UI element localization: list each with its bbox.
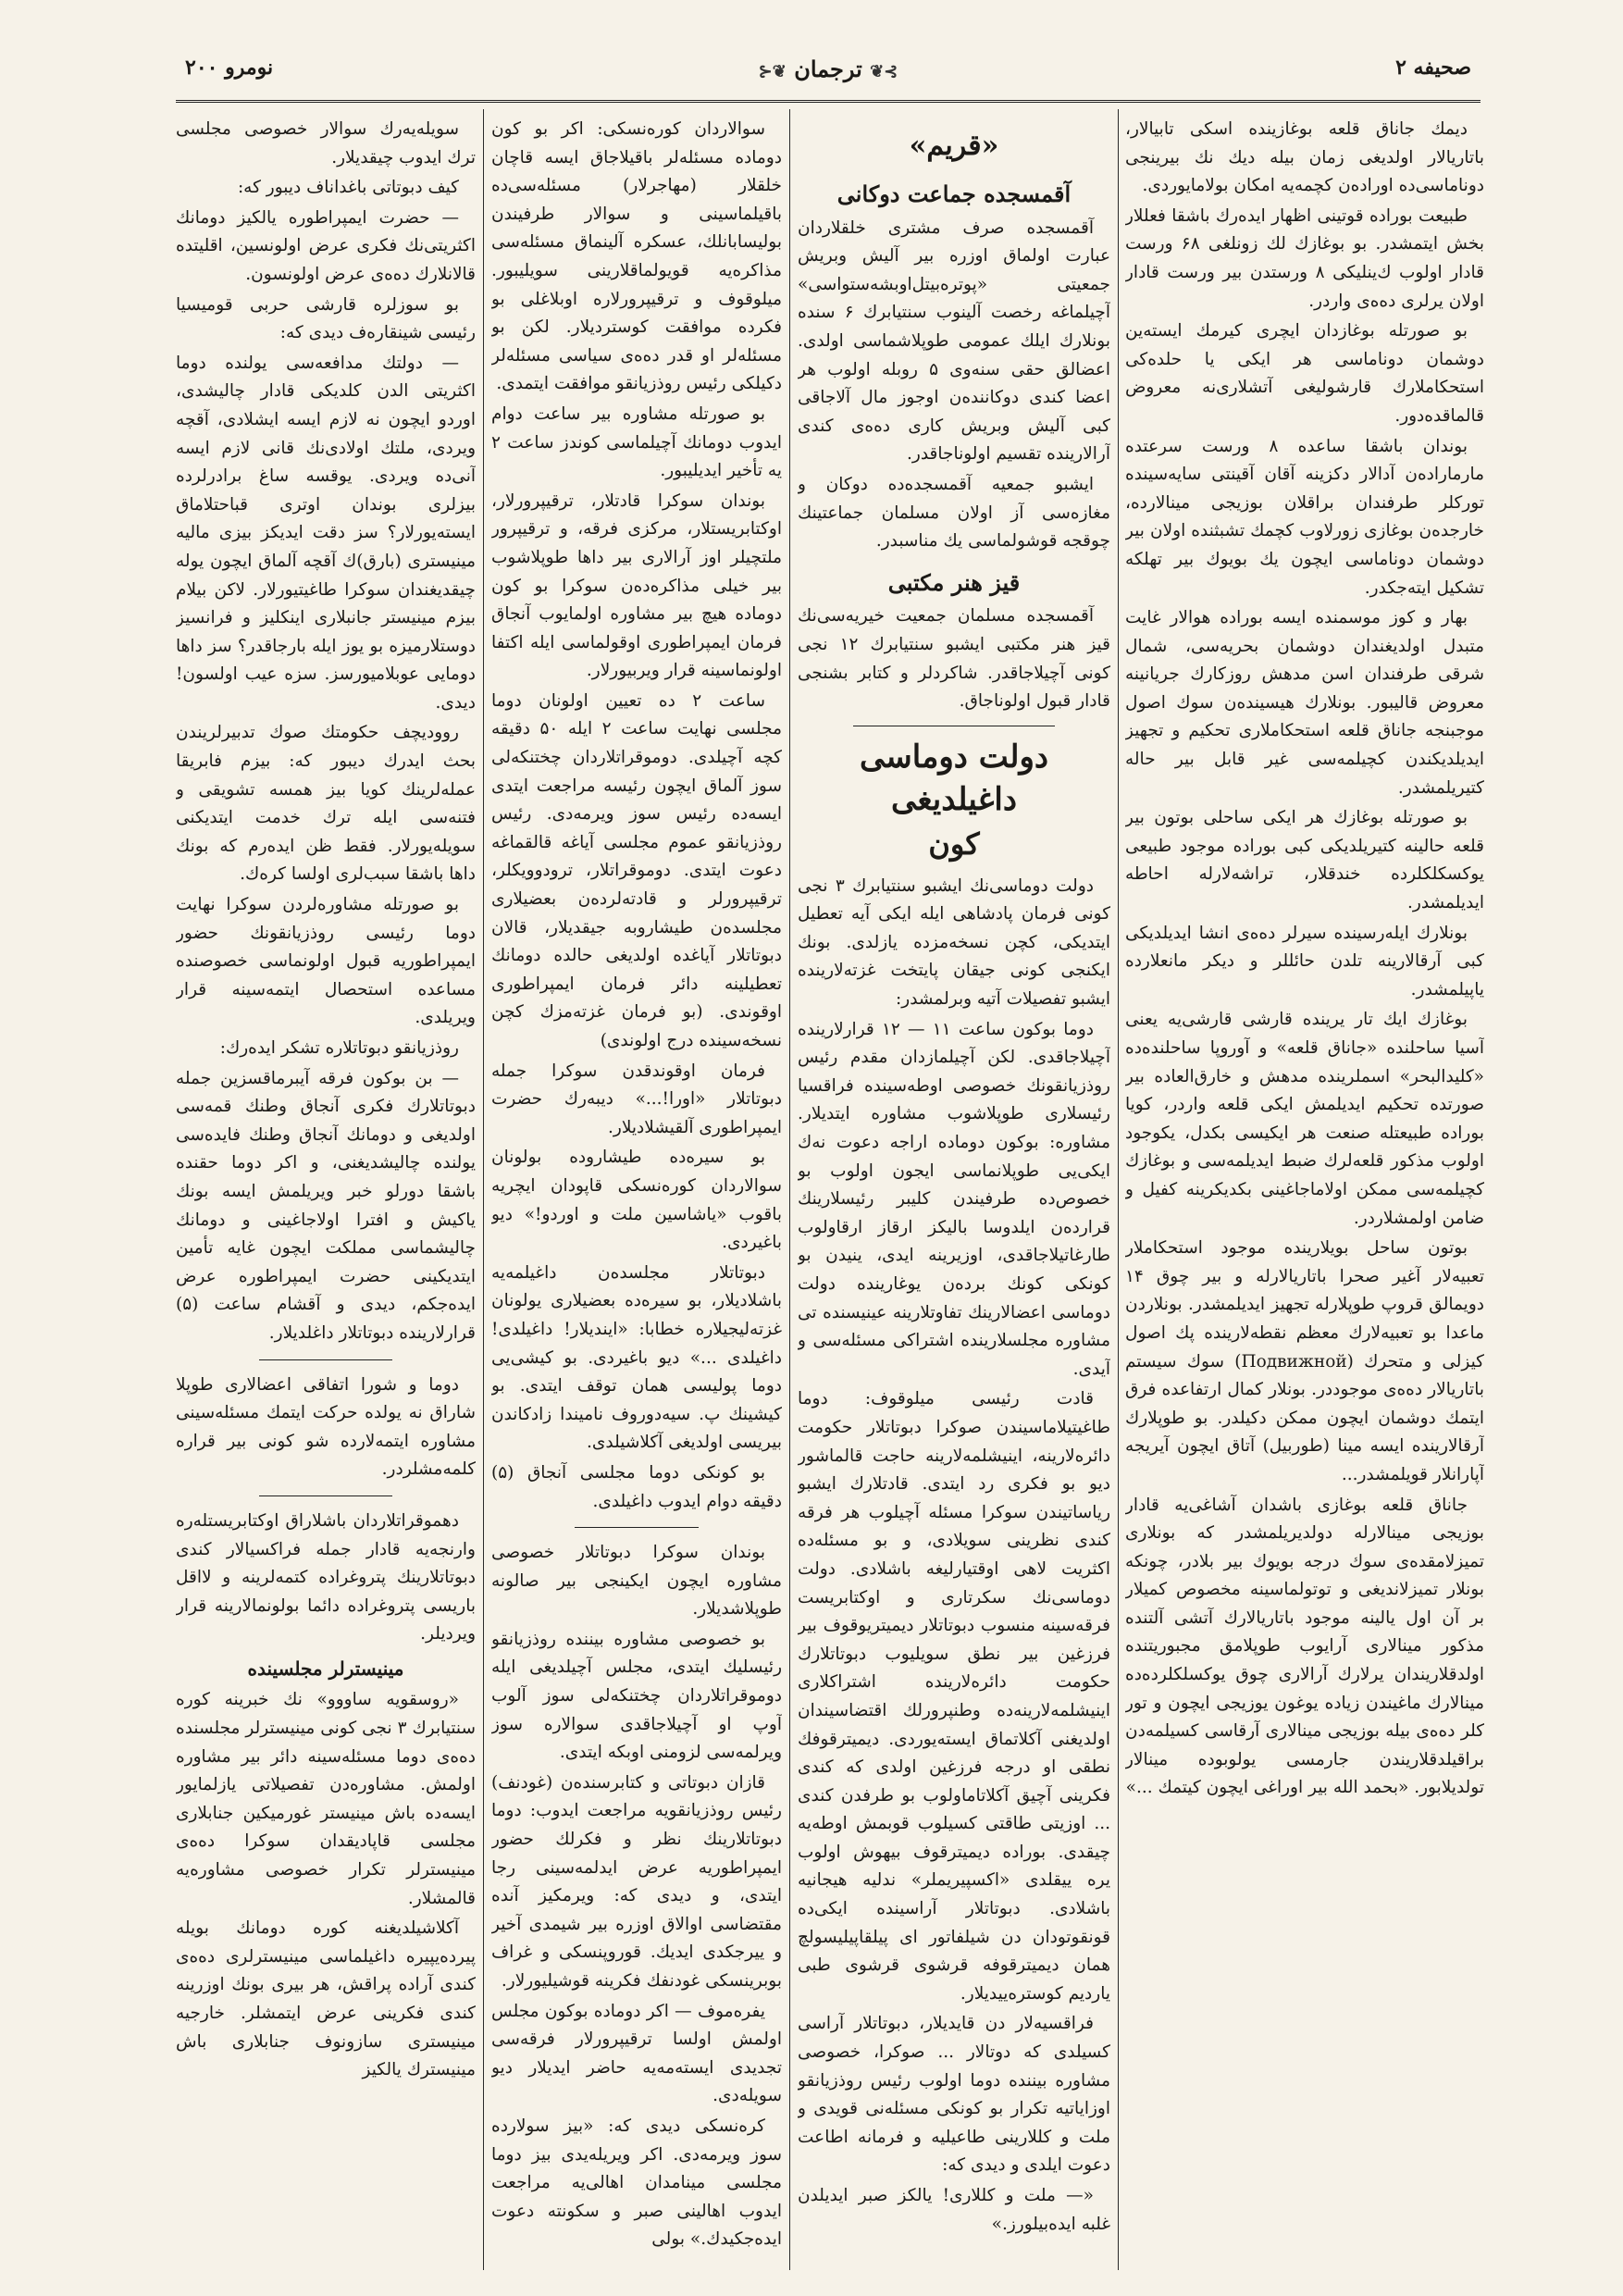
paragraph: ایشبو جمعیه آقمسجده‌ده دوكان و مغازه‌سی آز اولان مسلمان جماعتینك چوقجه قوشولماسی یك مناسبدر.	[798, 474, 1110, 552]
paragraph: روذزیانقو دبوتاتلاره تشكر ایده‌رك:	[219, 1038, 459, 1058]
divider	[259, 1359, 392, 1360]
section-title: مینیسترلر مجلسینده	[247, 1657, 404, 1680]
paragraph: طبیعت بوراده قوتینی اظهار ایده‌رك باشقا فعللار بخش ایتمشدر. بو بوغازك لك زونلغی ۶۸ ورست قادار اولوب ك‌ینلیكی ۸ ورستدن بیر ورست قادار اولان یرلری ده‌ه‌ی واردر.	[1125, 205, 1484, 311]
paragraph: یفره‌موف — اكر دوماده بوكون مجلس اولمش اولسا ترقیپرورلار فرقه‌سی تجدیدی ایسته‌مه‌یه حاضر ایدیلار دیو سویله‌دی.	[491, 2001, 782, 2106]
column-1	[1125, 116, 1484, 2267]
paragraph: كره‌نسكی دیدی كه: «بیز سولارده سوز ویرمه‌دی. اكر ویریله‌یدی بیز دوما مجلسی مینامدان اهالی‌یه مراجعت ایدوب اهالینی صبر و سكونته دعوت ایده‌جكیدك.» بولی	[491, 2116, 782, 2250]
paragraph: بوندان سوكرا دبوتاتلار خصوصی مشاوره ایچون ایكینجی بیر صالونه طوپلاشدیلار.	[491, 1543, 782, 1620]
masthead	[759, 56, 898, 82]
paragraph: بو صورتله مشاوره‌لردن سوكرا نهایت دوما رئیسی روذزیانقونك حضور ایمپراطوریه قبول اولونماسی خصوصنده مساعده استحصال ایتمه‌سینه قرار ویریلدی.	[176, 895, 476, 1028]
headline: دولت دوماسی داغیلدیغی	[859, 738, 1049, 818]
paragraph: سوالاردان كوره‌نسكی: اكر بو كون دوماده مسئله‌لر باقیلاجاق ایسه قاچان خلقلار (مهاجرلار) مسئله‌سی‌ده باقیلماسینی و سوالار طرفیندن بولیسابانلك، عسكره آلینماق مسئله‌سی مذاكره‌یه قویولماقلارینی سویلیبور. میلوقوف و ترقیپرورلاره اوبلاغلی بو فكرده موافقت كوستردیلار. لكن بو مسئله‌لر او قدر ده‌ه‌ی سیاسی مسئله‌لر دكیلكی رئیس روذزیانقو موافقت ایتمدی.	[491, 119, 782, 394]
masthead-title: ترجمان	[794, 56, 862, 82]
paragraph: بونلارك ایله‌رسینده سیرلر ده‌ه‌ی انشا ایدیلدیكی كبی آرقالارینه تلدن حائللر و دیكر مانعلارده یاپیلمشدر.	[1125, 923, 1484, 999]
paragraph: فرمان اوقوندقدن سوكرا جمله دبوتاتلار «اورا!...» دیبه‌رك حضرت ایمپراطوری آلقیشلادیلار.	[491, 1061, 782, 1137]
paragraph: كیف دبوتاتی باغداناف دیبور كه:	[237, 178, 459, 198]
header-rule	[176, 100, 1481, 103]
paragraph: قادت رئیسی میلوقوف: دوما طاغیتیلاماسیندن صوكرا دبوتاتلار حكومت دائره‌لارینه، اینیشلمه‌لارینه حاجت قالماشور دیو بو فكری رد ایتدی. قادتلارك ایشبو ریاساتیندن سوكرا مسئله آچیلوب هر فرقه كندی نظرینی سویلادی، و بو مسئله‌ده اكثریت لاهی اوقتیارلیغه باشلادی. دولت دوماسی‌نك سكرتاری و اوكتابریست فرقه‌سینه منسوب دبوتاتلار دیمیتریوقوف بیر فرزغین بیر نطق سویلیوب دبوتاتلارك حكومت دائره‌لارینده اشتراكلاری اینیشلمه‌لارینه‌ده وطنپرورلك اقتضاسیندان اولدیغنی آكلاتماق ایسته‌یوردی. دیمیترقوفك نطقی او درجه فرزغین اولدی كه كندی فكرینی آچیق آكلاتاماولوب بو طرفدن كندی ... اوزیتی طاقتی كسیلوب قوبمش اوطه‌یه چیقدی. بوراده دیمیترقوف بیهوش اولوب یره ییقلدی «اكسپیریملر» ندلیه هیجانیه باشلادی. دبوتاتلار آراسینده ایكی‌ده قونقوتودان دن شیلفاتور ای پیلقاپیلیسولچ همان دیمیترقوفه قرشوی قرشوی طبی یاردیم كوستره‌ییدیلار.	[798, 1389, 1110, 2004]
paragraph: «روسقویه ساووو» نك خبرینه كوره سنتیابرك ۳ نجی كونی مینیسترلر مجلسنده ده‌ه‌ی دوما مسئله‌سینه دائر بیر مشاوره اولمش. مشاوره‌دن تفصیلاتی یازلمایور ایسه‌ده باش مینیستر غورمیكین جنابلاری مجلسی قاپادیقدان سوكرا ده‌ه‌ی مینیسترلر تكرار خصوصی مشاوره‌یه قالمشلار.	[176, 1690, 476, 1908]
divider	[575, 1527, 699, 1528]
paragraph: سویله‌یه‌رك سوالار خصوصی مجلسی ترك ایدوب چیقدیلار.	[176, 119, 476, 168]
page-header	[176, 44, 1481, 102]
paragraph: دیمك جاناق قلعه بوغازینده اسكی تابیالار، باتاریالار اولدیغی زمان بیله دیك نك بیرینجی دوناماسی‌ده اوراده‌ن كچمه‌یه امكان بولامایوردی.	[1125, 119, 1484, 196]
paragraph: — بن بوكون فرقه آیبرماقسزین جمله دبوتاتلارك فكری آنجاق وطنك قمه‌سی اولدیغی و دومانك آنجاق وطنك فایده‌سی یولنده چالیشدیغنی، و اكر دوما حقنده باشقا دورلو خبر ویریلمش ایسه بونك ياكیش و افترا اولاجاغینی و دومانك چالیشماسی مملكت ایچون غایه تأمین ایتدیكینی حضرت ایمپراطوره عرض ایده‌جكم، دیدی و آقشام ساعت (۵) قرارلارینده دبوتاتلار داغلدیلار.	[176, 1068, 476, 1343]
column-divider	[789, 109, 790, 2270]
paragraph: بو كونكی دوما مجلسی آنجاق (۵) دقیقه دوام ایدوب داغیلدی.	[491, 1462, 782, 1511]
paragraph: بوندان باشقا ساعده ۸ ورست سرعتده مارماراده‌ن آدالار دكزینه آقان آقینتی سایه‌سینده توركلر طرفندان براقلان بوزیجی مینالارده، خارجده‌ن بوغازی زورلاوب كچمك تشبثنده اولان بیر دوشمان دوناماسی ایچون یك بویوك بیر تهلكه تشكیل ایته‌جكدر.	[1125, 436, 1484, 598]
paragraph: بو صورتله بوغازدان ایچری كیرمك ایسته‌ین دوشمان دوناماسی هر ایكی یا حلده‌كی استحكاملارك قارشولیغی آتشلاری‌نه معروض قالماقده‌دور.	[1125, 321, 1484, 426]
section-title: آقمسجده جماعت دوكانی	[836, 180, 1072, 207]
paragraph: بهار و كوز موسمنده ایسه بوراده هوالار غایت متبدل اولدیغندان دوشمان بحریه‌سی، شمال شرقی طرفندان اسن مدهش روزكارك جریانینه معروض قالیبور. بونلارك هیسینده‌ن سوك اصول موجبنجه جاناق قلعه استحكاملاری تحكیم و تجهیز ایدیلدیكندن كچیلمه‌سی غیر قابل بیر حاله كتیریلمشدر.	[1125, 608, 1484, 798]
paragraph: بو سیره‌ده طیشاروده بولونان سوالاردان كوره‌نسكی قاپودان ایچریه باقوب «یاشاسین ملت و اوردو!» دیو باغیردی.	[491, 1148, 782, 1253]
paragraph: — دولتك مدافعه‌سی یولنده دوما اكثریتی الدن كلدیكی قادار چالیشدی، اوردو ایچون نه لازم ایسه ایشلادی، آقچه ویردی، ملتك اولادی‌نك قانی لازم ایسه آنی‌ده ویردی. یوقسه ساغ برادرلرده بیزلری بوندان اوتری قباحتلاماق ایسته‌یورلار؟ سز دقت ایدیكز بیزی مالیه مینیستری (بارق)ك آقچه آلماق ایچون یوله چیقدیغندان سوكرا طاغیتیورلار. لاكن بیلام بیزم مینیستر جانبلاری اینكلیز و فرانسیز دوستلارمیزه بو یوز ایله بارجاقدر؟ سز داها دومایی عوبلامیورسز. سزه عیب اولسون! دیدی.	[176, 353, 476, 713]
paragraph: آقمسجده مسلمان جمعیت خیریه‌سی‌نك قیز هنر مكتبی ایشبو سنتیابرك ۱۲ نجی كونی آچیلاجاقدر. شاكردلر و كتابر بشنجی قادار قبول اولوناجاق.	[798, 606, 1110, 712]
paragraph: بو صورتله مشاوره بیر ساعت دوام ایدوب دومانك آچیلماسی كوندز ساعت ۲ یه تأخیر ایدیلیبور.	[491, 403, 782, 481]
paragraph: بو سوزلره قارشی حربی قومیسیا رئیسی شینقاره‌ف دیدی كه:	[176, 294, 476, 343]
paragraph: آقمسجده صرف مشتری خلقلاردان عبارت اولماق اوزره بیر آلیش وبریش جمعیتی «پوتره‌بیتل‌اوبشه‌ستواسی» آچیلماغه رخصت آلینوب سنتیابرك ۶ سنده بونلارك ایلك عمومی طوپلاشماسی اولدی. اعضالق حقی سنه‌وی ۵ روبله اولوب هر اعضا كندی دوكاننده‌ن اوجوز مال آلاجاقی كبی آلیش وبریش كاری ده‌ه‌ی كندی آرالارینده تقسیم اولوناجاقدر.	[798, 217, 1110, 465]
ornament-icon: ❦⊰	[758, 62, 787, 81]
page-number-right: صحیفه ۲	[1395, 56, 1471, 80]
section-title: قیز هنر مكتبی	[887, 568, 1021, 596]
column-divider	[1118, 109, 1119, 2270]
ornament-icon: ⊱❦	[870, 62, 898, 81]
paragraph: بو صورتله بوغازك هر ایكی ساحلی بوتون بیر قلعه حالینه كتیریلدیكی كبی بوراده موجود طبیعی یوكسكلكلرده خندقلار، تراشه‌لارله احاطه ایدیلمشدر.	[1125, 808, 1484, 913]
paragraph: آكلاشیلدیغنه كوره دومانك بویله پیرده‌یپیره داغیلماسی مینیسترلری ده‌ه‌ی كندی آراده پراقش، هر بیری بونك اوزرینه كندی فكرینی عرض ایتمشلر. خارجیه مینیستری سازونوف جنابلاری باش مینیسترك یالكیز	[176, 1918, 476, 2080]
section-heading-kirim: «قریم»	[909, 130, 999, 162]
column-3	[491, 116, 782, 2267]
issue-number: نومرو ۲۰۰	[185, 56, 274, 80]
column-2	[798, 116, 1110, 2267]
paragraph: بوغازك ایك تار یرینده قارشی قارشی‌یه یعنی آسیا ساحلنده «جاناق قلعه» و آوروپا ساحلنده‌ده «كلیدالبحر» اسملرینده مدهش و خارق‌العاده بیر صورتده تحكیم ایدیلمش ایكی قلعه واردر، كویا بوراده طبیعتله صنعت هر ایكیسی بكدل، یكوجود اولوب مذكور قلعه‌لرك ضبط ایدیلمه‌سی و بوغازك كچیلمه‌سی ممكن اولاماجاغینی بكدیكرینه كفیل و ضامن اولمشلاردر.	[1125, 1010, 1484, 1228]
headline-sub: كون	[928, 825, 980, 862]
paragraph: «— ملت و كللاری! یالكز صبر ایدیلدن غلبه ایده‌بیلورز.»	[798, 2186, 1110, 2234]
column-4	[176, 116, 476, 2267]
paragraph: جاناق قلعه بوغازی باشدان آشاغی‌یه قادار بوزیجی مینالارله دولدیریلمشدر كه بونلاری تمیزلامقده‌ی سوك درجه بویوك بیر بلادر، چونكه بونلار تمیزلاندیغی و توتولماسینه مخصوص كمیلار بر آن اول یالینه موجود باتاریالارك آتشی آلتنده مذكور مینالاری آرایوب طوپلامق مجبوریتنده اولدقلاریندان یرلارك آرالاری چوق یوكسلكلرده‌ده مینالارك ماغیندن زیاده یوغون یوزیجی ایچون و تور كلر ده‌ه‌ی بیله بوزیجی مینالاری آرقاسی كسیلمه‌دن براقیلدقلاریندن جارمسی یولوبوده مینالار تولدیلابور. «بحمد الله بیر اوراغی ایچون كیتمك ...»	[1125, 1495, 1484, 1798]
paragraph: بو خصوصی مشاوره بیننده روذزیانقو رئیسلیك ایتدی، مجلس آچیلدیغی ایله دوموقراتلاردان چختنكه‌لی سوز آلوب آوپ او آچیلاجاقدی سوالاره سوز ویرلمه‌سی لزومنی اوبكه ایتدی.	[491, 1629, 782, 1763]
paragraph: دولت دوماسی‌نك ایشبو سنتیابرك ۳ نجی كونی فرمان پادشاهی ایله ایكی آیه تعطیل ایتدیكی، كچن نسخه‌مزده یازلدی. بونك ایكنجی كونی جیقان پایتخت غزته‌لارینده ایشبو تفصیلات آتیه وبرلمشدر:	[798, 875, 1110, 1010]
paragraph: دوما و شورا اتفاقی اعضالاری طوپلا شاراق نه یولده حركت ایتمك مسئله‌سینی مشاوره ایتمه‌لارده شو كونی بیر قراره كلمه‌مشلردر.	[176, 1374, 476, 1480]
paragraph: روودیچف حكومتك صوك تدبیرلریندن بحث ایدرك دیبور كه: بیزم فابریقا عمله‌لرینك كویا بیز همسه تشویقی و فتنه‌سی ایله ترك خدمت ایتدیكنی سویله‌یورلار. فقط ظن ایده‌رم كه بونك داها باشقا سبب‌لری اولسا كره‌ك.	[176, 723, 476, 885]
paragraph: فراقسیه‌لار دن قایدیلار، دبوتاتلار آراسی كسیلدی كه دوتالار ... صوكرا، خصوصی مشاوره بیننده دوما اولوب رئیس روذزیانقو اوزایاتیه تكرار بو كونكی مسئله‌نی قویدی و ملت و كللارینی طاعیلیه و فرمانه اطاعت دعوت ایلدی و دیدی كه:	[798, 2014, 1110, 2176]
paragraph: قازان دبوتاتی و كتابرسنده‌ن (غودنف) رئیس روذزیانقویه مراجعت ایدوب: دوما دبوتاتلارینك نظر و فكرلك حضور ایمپراطوریه عرض ایدلمه‌سینی رجا ایتدی، و دیدی كه: ویرمكیز آنده مقتضاسی اوالاق اوزره بیر شیمدی آخیر و ییرجكدی ایدیك. قوروپنسكی و غراف بوبرینسكی غودنفك فكرینه قوشیلیورلار.	[491, 1772, 782, 1991]
paragraph: بوندان سوكرا قادتلار، ترقیپرورلار، اوكتابریستلار، مركزی فرقه، و ترقیپرور ملتچیلر اوز آرالاری بیر داها طوپلاشوب بیر خیلی مذاكره‌ده‌ن سوكرا بو كون دوماده هیچ بیر مشاوره اولمایوب آنجاق فرمان ایمپراطوری اوقولماسی ایله اكتفا اولونماسینه قرار ویربیورلار.	[491, 490, 782, 681]
paragraph: دبوتاتلار مجلسده‌ن داغیلمه‌یه باشلادیلار، بو سیره‌ده بعضیلاری یولونان غزته‌لیجیلاره خطابا: «ایندیلار! داغیلدی! داغیلدی ...» دیو باغیردی. بو كیشی‌یی دوما پولیسی همان توقف ایتدی. بو كیشینك پ. سیه‌دوروف ناميندا زادكاندن بیریسی اولدیغی آكلاشیلدی.	[491, 1262, 782, 1453]
column-divider	[483, 109, 484, 2270]
paragraph: دوما بوكون ساعت ۱۱ — ۱۲ قرارلارینده آچیلاجاقدی. لكن آچیلمازدان مقدم رئیس روذزیانقونك خصوصی اوطه‌سینده فراقسیا رئیسلاری طوپلاشوب مشاوره ایتدیلار. مشاوره: بوكون دوماده اراجه دعوت نه‌ك ایكی‌یی طوپلانماسی ایجون اولوب بو خصوص‌ده طرفیندن كلیبر رئیسلارینك قرارده‌ن ایلدوسا بالیكز ارقاز ارقاولوب طارغاتیلاجاقدی، اوزیرینه ایدی، ینیدن بو كونكی كونك برده‌ن یوغارینده دولت دوماسی اعضالارینك تفاوتلارینه عینیسنده تی مشاوره مجلسلارینده اشتراكی مسئله‌سی و آیدی.	[798, 1019, 1110, 1379]
paragraph: ساعت ۲ ده تعیین اولونان دوما مجلسی نهایت ساعت ۲ ایله ۵۰ دقیقه كچه آچیلدی. دوموقراتلاردان چختنكه‌لی سوز آلماق ایچون رئیسه مراجعت ایتدی ایسه‌ده رئیس سوز ویرمه‌دی. رئیس روذزیانقو عموم مجلسی آیاغه قالقماغه دعوت ایتدی. دوموقراتلار، ترودوویكلر، ترقیپرورلر و قادته‌لرده‌ن بعضیلاری مجلسده‌ن طیشاروبه جیقدیلار، قالان دبوتاتلار آیاغده اولدیغی حالده دومانك تعطیلینه دائر فرمان ایمپراطوری اوقوندی. (بو فرمان غزته‌مزك كچن نسخه‌سینده درج اولوندی)	[491, 690, 782, 1050]
paragraph: دهموقراتلاردان باشلاراق اوكتابریستله‌ره وارنجه‌یه قادار جمله فراكسیالار كندی دبوتاتلارینك پتروغراده كتمه‌لرینه و لااقل باریسی پتروغراده دائما بولونمالارینه قرار ویردیلر.	[176, 1510, 476, 1644]
paragraph: — حضرت ایمپراطوره یالكیز دومانك اكثریتی‌نك فكری عرض اولونسین، اقلیتده قالانلارك ده‌ه‌ی عرض اولونسون.	[176, 207, 476, 284]
paragraph: بوتون ساحل بویلارینده موجود استحكاملار تعبیه‌لار آغیر صحرا باتاریالارله و بیر چوق ۱۴ دویمالق قروپ طوپلارله تجهیز ایدیلمشدر. بونلاردن ماعدا بو تعبیه‌لارك معظم نقطه‌لارینده پك اصول كیزلی و متحرك (Подвижной) سوك سیستم باتاریالار ده‌ه‌ی موجوددر. بونلار كمال ارتفاعده فرق ایتمك دوشمان ایچون ممكن دكیلدر. بو طوپلارك آرقالارینده ایسه مینا (طوربیل) آتاق ایچون آیریجه آپارانلار قویلمشدر...	[1125, 1238, 1484, 1484]
